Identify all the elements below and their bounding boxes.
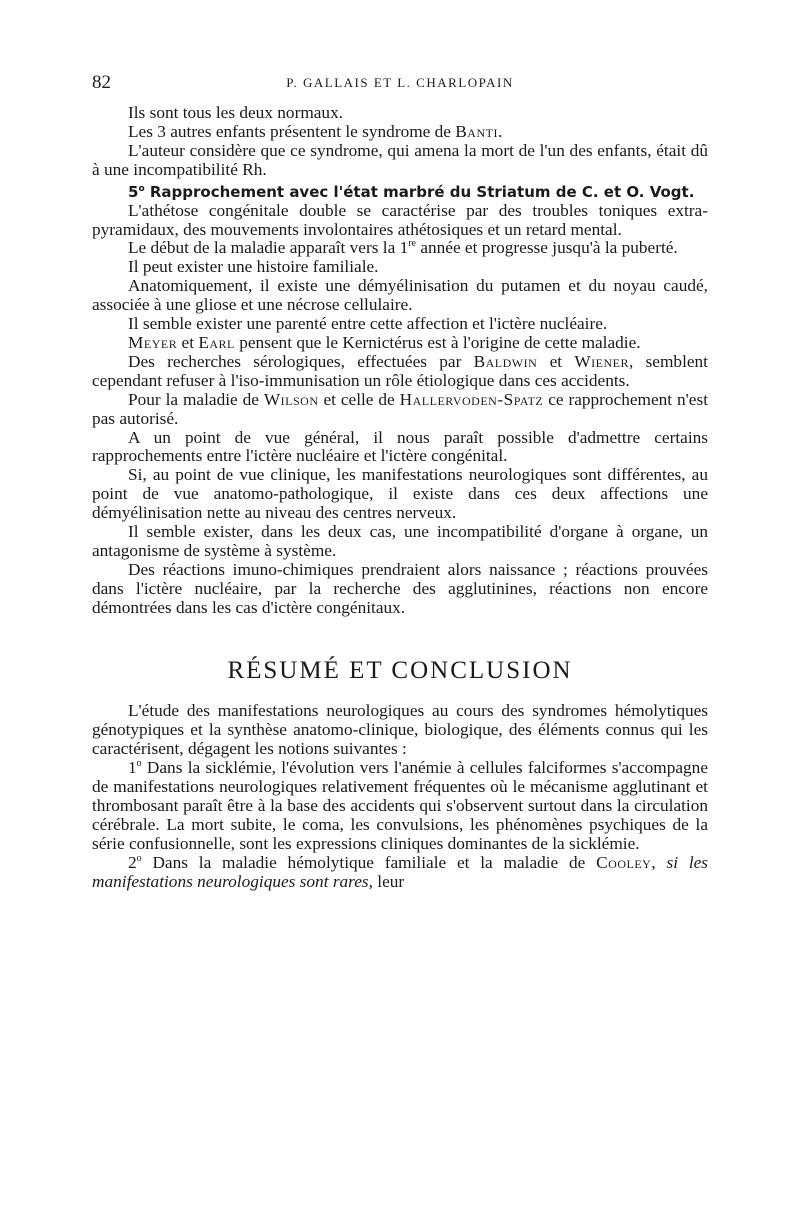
paragraph: Meyer et Earl pensent que le Kernictérus est à l'origine de cette maladie.: [128, 332, 641, 352]
paragraph: Il semble exister une parenté entre cette affection et l'ictère nucléaire.: [128, 314, 608, 334]
paragraph: Anatomiquement, il existe une démyélinisation du putamen et du noyau caudé, associée à une gliose et une nécrose cellulaire.: [92, 276, 708, 315]
paragraph: Des recherches sérologiques, effectuées par Baldwin et Wiener, semblent cependant refuser à l'iso-immunisation un rôle étiologique dans ces accidents.: [92, 351, 708, 390]
page-number: 82: [92, 72, 111, 93]
running-head: P. GALLAIS ET L. CHARLOPAIN: [286, 75, 514, 90]
paragraph: Ils sont tous les deux normaux.: [128, 103, 344, 122]
section-heading: 5$^o$ Rapprochement avec l'état marbré du Striatum de C. et O. Vogt.: [128, 182, 695, 201]
author-name: Banti: [455, 121, 498, 141]
paragraph: Il peut exister une histoire familiale.: [128, 257, 379, 277]
author-name: Cooley: [596, 852, 652, 872]
paragraph: L'athétose congénitale double se caractérise par des troubles toniques extra-pyramidaux, des mouvements involontaires athétosiques et un retard mental.: [92, 200, 708, 239]
section-title: RÉSUMÉ ET CONCLUSION: [227, 656, 573, 684]
paragraph: 1$^o$ Dans la sicklémie, l'évolution vers l'anémie à cellules falciformes s'accompagne de manifestations neurologiques relativement fréquentes où le mécanisme agglutinant et thrombosant paraît être à la base des accidents qui s'observent surtout dans la circulation cérébrale. La mort subite, le coma, les convulsions, les phénomènes psychiques de la série confusionnelle, sont les expressions cliniques dominantes de la sicklémie.: [92, 758, 708, 853]
paragraph: L'auteur considère que ce syndrome, qui amena la mort de l'un des enfants, était dû à une incompatibilité Rh.: [92, 140, 708, 179]
paragraph: Si, au point de vue clinique, les manifestations neurologiques sont différentes, au point de vue anatomo-pathologique, il existe dans ces deux affections une démyélinisation nette au niveau des centres nerveux.: [92, 465, 708, 523]
paragraph: Pour la maladie de Wilson et celle de Hallervoden-Spatz ce rapprochement n'est pas autorisé.: [92, 389, 708, 428]
author-name: Baldwin: [473, 351, 538, 371]
document-body: [92, 104, 708, 892]
paragraph: Les 3 autres enfants présentent le syndrome de Banti.: [128, 121, 503, 141]
author-name: Wiener: [574, 351, 629, 371]
paragraph: Le début de la maladie apparaît vers la 1re année et progresse jusqu'à la puberté.: [128, 238, 678, 258]
author-name: Hallervoden-Spatz: [399, 389, 544, 409]
paragraph: 2$^o$ Dans la maladie hémolytique familiale et la maladie de Cooley, si les manifestations neurologiques sont rares, leur: [92, 852, 709, 891]
paragraph: L'étude des manifestations neurologiques au cours des syndromes hémolytiques génotypiques et la synthèse anatomo-clinique, biologique, des éléments connus qui les caractérisent, dégagent les notions suivantes :: [92, 701, 708, 759]
author-name: Meyer: [128, 332, 178, 352]
page-header: [92, 72, 708, 96]
paragraph: Des réactions imuno-chimiques prendraient alors naissance ; réactions prouvées dans l'ictère nucléaire, par la recherche des agglutinines, réactions non encore démontrées dans les cas d'ictère congénitaux.: [92, 559, 708, 617]
paragraph: A un point de vue général, il nous paraît possible d'admettre certains rapprochements entre l'ictère nucléaire et l'ictère congénital.: [92, 427, 708, 466]
paragraph: Il semble exister, dans les deux cas, une incompatibilité d'organe à organe, un antagonisme de système à système.: [92, 522, 708, 560]
author-name: Earl: [198, 332, 235, 352]
emphasis: si les manifestations neurologiques sont rares,: [92, 852, 709, 891]
author-name: Wilson: [263, 389, 319, 409]
